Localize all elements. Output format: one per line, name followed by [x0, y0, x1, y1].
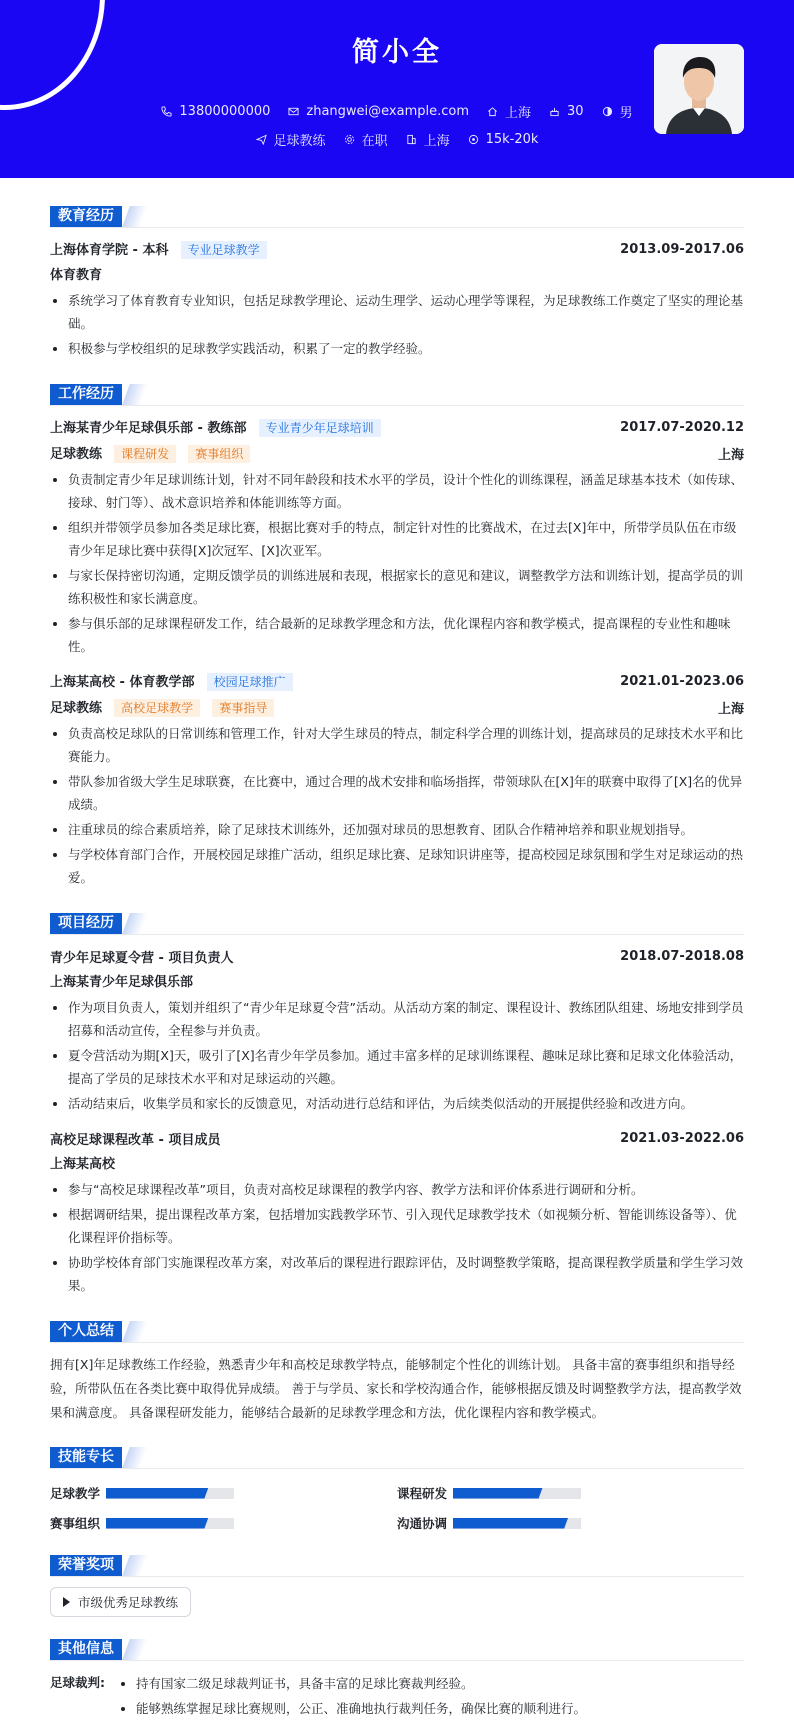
section-header	[50, 1637, 744, 1661]
tag: 课程研发	[114, 445, 176, 463]
age-item	[549, 102, 584, 121]
section-header	[50, 382, 744, 406]
list-item: 注重球员的综合素质培养，除了足球技术训练外，还加强对球员的思想教育、团队合作精神培养和职业规划指导。	[50, 818, 744, 841]
section-title: 技能专长	[50, 1447, 122, 1468]
list-item: 积极参与学校组织的足球教学实践活动，积累了一定的教学经验。	[50, 337, 744, 360]
section-header	[50, 911, 744, 935]
section-title-decoration	[122, 1639, 148, 1660]
section-title-decoration	[122, 1447, 148, 1468]
gender-text: 男	[619, 106, 633, 121]
list-item: 与学校体育部门合作，开展校园足球推广活动，组织足球比赛、足球知识讲座等，提高校园足球氛围和学生对足球运动的热爱。	[50, 843, 744, 889]
date-range: 2021.03-2022.06	[620, 1130, 744, 1146]
tag: 高校足球教学	[114, 699, 200, 717]
skill-item	[397, 1513, 744, 1533]
tag: 专业足球教学	[181, 241, 267, 259]
role-title: 足球教练	[50, 701, 103, 716]
project-org: 上海某高校	[50, 1157, 116, 1172]
skill-bar-fill	[106, 1488, 208, 1499]
job-city: 上海	[717, 447, 744, 463]
age-text: 30	[567, 104, 584, 119]
list-item: 能够熟练掌握足球比赛规则，公正、准确地执行裁判任务，确保比赛的顺利进行。	[118, 1697, 586, 1720]
project-name: 高校足球课程改革 - 项目成员	[50, 1132, 221, 1148]
phone-icon	[161, 106, 172, 117]
salary-item	[468, 130, 539, 149]
play-icon	[63, 1597, 70, 1607]
skill-bar-fill	[453, 1518, 568, 1529]
date-range: 2017.07-2020.12	[620, 419, 744, 435]
city-item	[406, 130, 450, 149]
list-item: 组织并带领学员参加各类足球比赛，根据比赛对手的特点，制定针对性的比赛战术，在过去[X]年中，所带学员队伍在市级青少年足球比赛中获得[X]次冠军、[X]次亚军。	[50, 516, 744, 562]
skills-section	[50, 1445, 744, 1533]
list-item: 活动结束后，收集学员和家长的反馈意见，对活动进行总结和评估，为后续类似活动的开展提供经验和改进方向。	[50, 1092, 744, 1115]
projects-section	[50, 911, 744, 1297]
summary-text: 拥有[X]年足球教练工作经验，熟悉青少年和高校足球教学特点，能够制定个性化的训练计划。 具备丰富的赛事组织和指导经验，所带队伍在各类比赛中取得优异成绩。 善于与学员、家长和学校沟通合作，能够根据反馈及时调整教学方法，提高教学效果和满意度。 具备课程研发能力，能够结合最新的足球教学理念和方法，优化课程内容和教学模式。	[50, 1357, 742, 1420]
location-text: 上海	[505, 106, 532, 121]
list-item: 参与“高校足球课程改革”项目，负责对高校足球课程的教学内容、教学方法和评价体系进行调研和分析。	[50, 1178, 744, 1201]
skill-bar	[453, 1518, 581, 1529]
email-icon	[288, 106, 299, 117]
list-item: 负责制定青少年足球训练计划，针对不同年龄段和技术水平的学员，设计个性化的训练课程，涵盖足球基本技术（如传球、接球、射门等）、战术意识培养和体能训练等方面。	[50, 468, 744, 514]
section-header	[50, 204, 744, 228]
list-item: 根据调研结果，提出课程改革方案，包括增加实践教学环节、引入现代足球教学技术（如视频分析、智能训练设备等）、优化课程评价指标等。	[50, 1203, 744, 1249]
skill-bar-fill	[453, 1488, 543, 1499]
date-range: 2013.09-2017.06	[620, 241, 744, 257]
tag: 赛事指导	[212, 699, 274, 717]
work-section	[50, 382, 744, 889]
other-entry	[50, 1671, 744, 1722]
skills-grid	[50, 1479, 744, 1533]
section-title: 工作经历	[50, 384, 122, 405]
phone-item	[161, 102, 270, 121]
home-icon	[487, 106, 498, 117]
section-title-decoration	[122, 1321, 148, 1342]
section-header	[50, 1445, 744, 1469]
location-item	[487, 102, 531, 121]
skill-name: 足球教学	[50, 1486, 101, 1501]
award-badge	[50, 1587, 191, 1617]
project-entry	[50, 945, 744, 1115]
money-icon	[468, 134, 479, 145]
skill-bar-fill	[106, 1518, 208, 1529]
building-icon	[406, 134, 417, 145]
profile-photo	[654, 44, 744, 134]
list-item: 夏令营活动为期[X]天，吸引了[X]名青少年学员参加。通过丰富多样的足球训练课程、趣味足球比赛和足球文化体验活动，提高了学员的足球技术水平和对足球运动的兴趣。	[50, 1044, 744, 1090]
phone-text: 13800000000	[179, 104, 271, 119]
job-item	[256, 130, 326, 149]
list-item: 负责高校足球队的日常训练和管理工作，针对大学生球员的特点，制定科学合理的训练计划，提高球员的足球技术水平和比赛能力。	[50, 722, 744, 768]
section-title: 荣誉奖项	[50, 1555, 122, 1576]
list-item: 系统学习了体育教育专业知识，包括足球教学理论、运动生理学、运动心理学等课程，为足球教练工作奠定了坚实的理论基础。	[50, 289, 744, 335]
section-header	[50, 1553, 744, 1577]
section-title: 教育经历	[50, 206, 122, 227]
job-text: 足球教练	[273, 134, 326, 149]
project-entry	[50, 1127, 744, 1297]
other-section	[50, 1637, 744, 1722]
company-name: 上海某高校 - 体育教学部	[50, 675, 195, 690]
skill-name: 赛事组织	[50, 1516, 101, 1531]
project-org: 上海某青少年足球俱乐部	[50, 975, 194, 990]
skill-bar	[453, 1488, 581, 1499]
company-name: 上海某青少年足球俱乐部 - 教练部	[50, 421, 247, 436]
email-item	[288, 102, 469, 121]
section-title-decoration	[122, 384, 148, 405]
list-item: 带队参加省级大学生足球联赛，在比赛中，通过合理的战术安排和临场指挥，带领球队在[X]年的联赛中取得了[X]名的优异成绩。	[50, 770, 744, 816]
status-item	[344, 130, 388, 149]
job-city: 上海	[717, 701, 744, 717]
skill-name: 沟通协调	[397, 1516, 448, 1531]
header-banner	[0, 0, 794, 178]
status-text: 在职	[361, 134, 388, 149]
list-item: 参与俱乐部的足球课程研发工作，结合最新的足球教学理念和方法，优化课程内容和教学模式，提高课程的专业性和趣味性。	[50, 612, 744, 658]
tag: 校园足球推广	[207, 673, 293, 691]
list-item: 与家长保持密切沟通，定期反馈学员的训练进展和表现，根据家长的意见和建议，调整教学方法和训练计划，提高学员的训练积极性和家长满意度。	[50, 564, 744, 610]
list-item: 持有国家二级足球裁判证书，具备丰富的足球比赛裁判经验。	[118, 1672, 586, 1695]
skill-item	[397, 1483, 744, 1503]
gender-item	[602, 102, 633, 121]
other-label: 足球裁判:	[50, 1675, 105, 1690]
gear-icon	[344, 134, 355, 145]
section-title-decoration	[122, 206, 148, 227]
school-name: 上海体育学院 - 本科	[50, 243, 169, 258]
section-header	[50, 1319, 744, 1343]
avatar	[654, 44, 744, 134]
section-title: 其他信息	[50, 1639, 122, 1660]
award-name: 市级优秀足球教练	[78, 1595, 179, 1610]
date-range: 2021.01-2023.06	[620, 673, 744, 689]
awards-section	[50, 1553, 744, 1617]
salary-text: 15k-20k	[485, 132, 539, 147]
tag: 专业青少年足球培训	[259, 419, 381, 437]
send-icon	[256, 134, 267, 145]
section-title: 个人总结	[50, 1321, 122, 1342]
date-range: 2018.07-2018.08	[620, 948, 744, 964]
project-name: 青少年足球夏令营 - 项目负责人	[50, 950, 234, 966]
education-section	[50, 204, 744, 360]
tag: 赛事组织	[188, 445, 250, 463]
gender-icon	[602, 106, 613, 117]
city-text: 上海	[423, 134, 450, 149]
major: 体育教育	[50, 268, 103, 283]
list-item: 作为项目负责人，策划并组织了“青少年足球夏令营”活动。从活动方案的制定、课程设计、教练团队组建、场地安排到学员招募和活动宣传，全程参与并负责。	[50, 996, 744, 1042]
candidate-name: 简小全	[352, 37, 442, 68]
job-entry	[50, 670, 744, 889]
skill-item	[50, 1513, 397, 1533]
section-title-decoration	[122, 1555, 148, 1576]
email-text: zhangwei@example.com	[306, 104, 470, 119]
section-title: 项目经历	[50, 913, 122, 934]
list-item: 协助学校体育部门实施课程改革方案，对改革后的课程进行跟踪评估，及时调整教学策略，提高课程教学质量和学生学习效果。	[50, 1251, 744, 1297]
skill-item	[50, 1483, 397, 1503]
skill-bar	[106, 1518, 234, 1529]
role-title: 足球教练	[50, 447, 103, 462]
cake-icon	[549, 106, 560, 117]
section-title-decoration	[122, 913, 148, 934]
summary-section	[50, 1319, 744, 1425]
job-entry	[50, 416, 744, 658]
skill-bar	[106, 1488, 234, 1499]
skill-name: 课程研发	[397, 1486, 448, 1501]
